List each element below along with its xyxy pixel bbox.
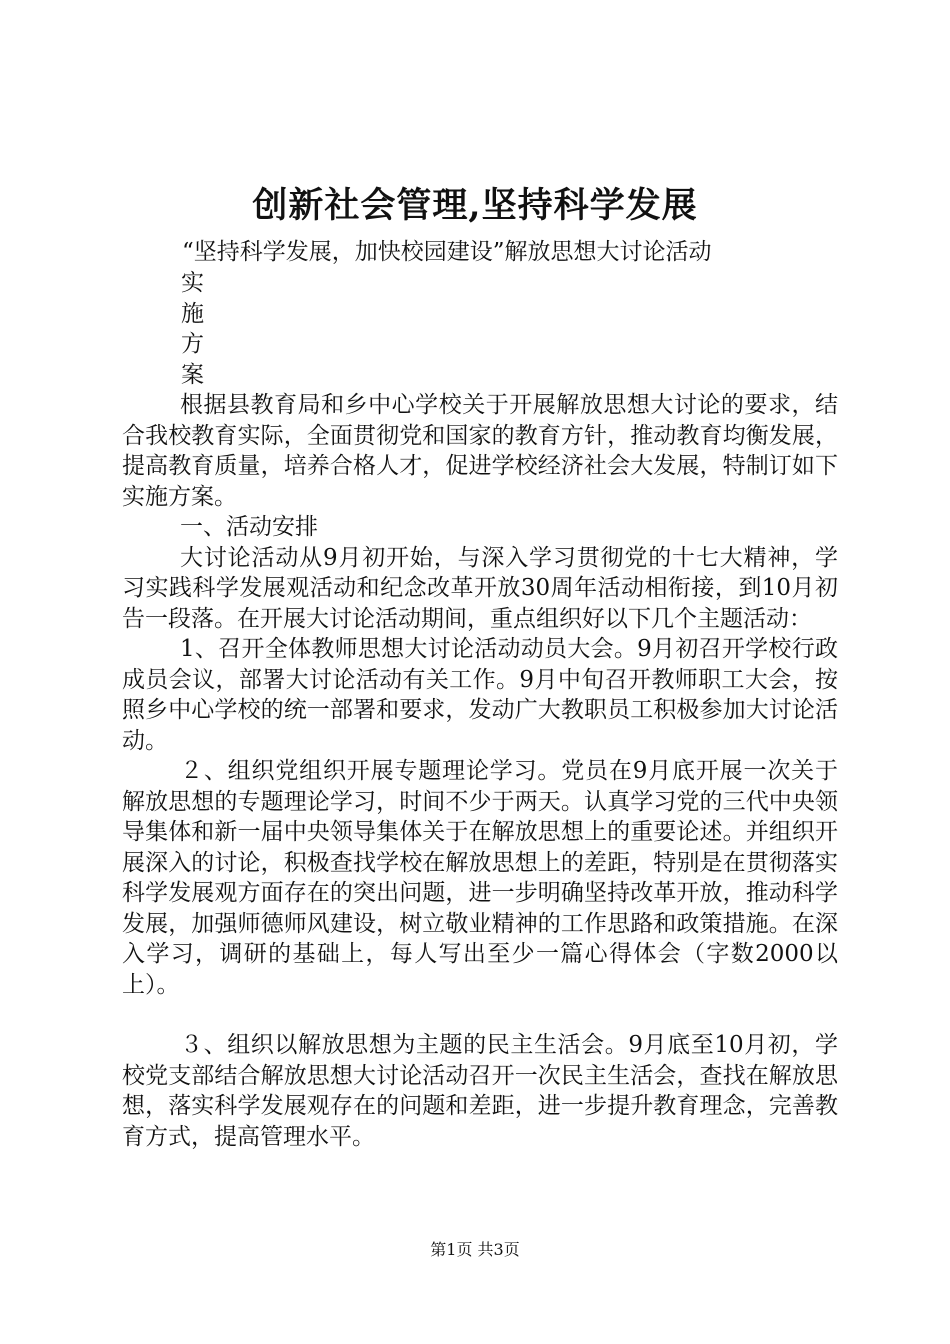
paragraph-item-3: ３、组织以解放思想为主题的民主生活会。9月底至10月初，学校党支部结合解放思想大讨论活动召开一次民主生活会，查找在解放思想，落实科学发展观存在的问题和差距，进一步提升教育理念，完善教育方式，提高管理水平。 [122, 1032, 838, 1150]
vertical-char: 施 [181, 300, 204, 327]
vertical-char: 方 [181, 331, 204, 357]
paragraph-item-2: ２、组织党组织开展专题理论学习。党员在9月底开展一次关于解放思想的专题理论学习，时间不少于两天。认真学习党的三代中央领导集体和新一届中央领导集体关于在解放思想上的重要论述。并组织开展深入的讨论，积极查找学校在解放思想上的差距，特别是在贯彻落实科学发展观方面存在的突出问题，进一步明确坚持改革开放，推动科学发展，加强师德师风建设，树立敬业精神的工作思路和政策措施。在深入学习，调研的基础上，每人写出至少一篇心得体会（字数2000以上）。 [122, 758, 838, 998]
paragraph-schedule: 大讨论活动从9月初开始，与深入学习贯彻党的十七大精神，学习实践科学发展观活动和纪念改革开放30周年活动相衔接，到10月初告一段落。在开展大讨论活动期间，重点组织好以下几个主题活动： [122, 544, 838, 632]
section-heading: 一、活动安排 [180, 514, 318, 540]
document-subtitle: “坚持科学发展，加快校园建设”解放思想大讨论活动 [182, 239, 712, 265]
document-title: 创新社会管理,坚持科学发展 [252, 185, 698, 226]
paragraph-intro: 根据县教育局和乡中心学校关于开展解放思想大讨论的要求，结合我校教育实际，全面贯彻党和国家的教育方针，推动教育均衡发展，提高教育质量，培养合格人才，促进学校经济社会大发展，特制订如下实施方案。 [122, 392, 838, 510]
vertical-char: 案 [181, 361, 204, 388]
paragraph-item-1: 1、召开全体教师思想大讨论活动动员大会。9月初召开学校行政成员会议，部署大讨论活动有关工作。9月中旬召开教师职工大会，按照乡中心学校的统一部署和要求，发动广大教职员工积极参加大讨论活动。 [122, 636, 838, 754]
document-body [122, 390, 838, 1152]
vertical-heading [181, 268, 221, 390]
page-footer: 第1页 共3页 [430, 1240, 520, 1259]
vertical-char: 实 [181, 270, 204, 296]
